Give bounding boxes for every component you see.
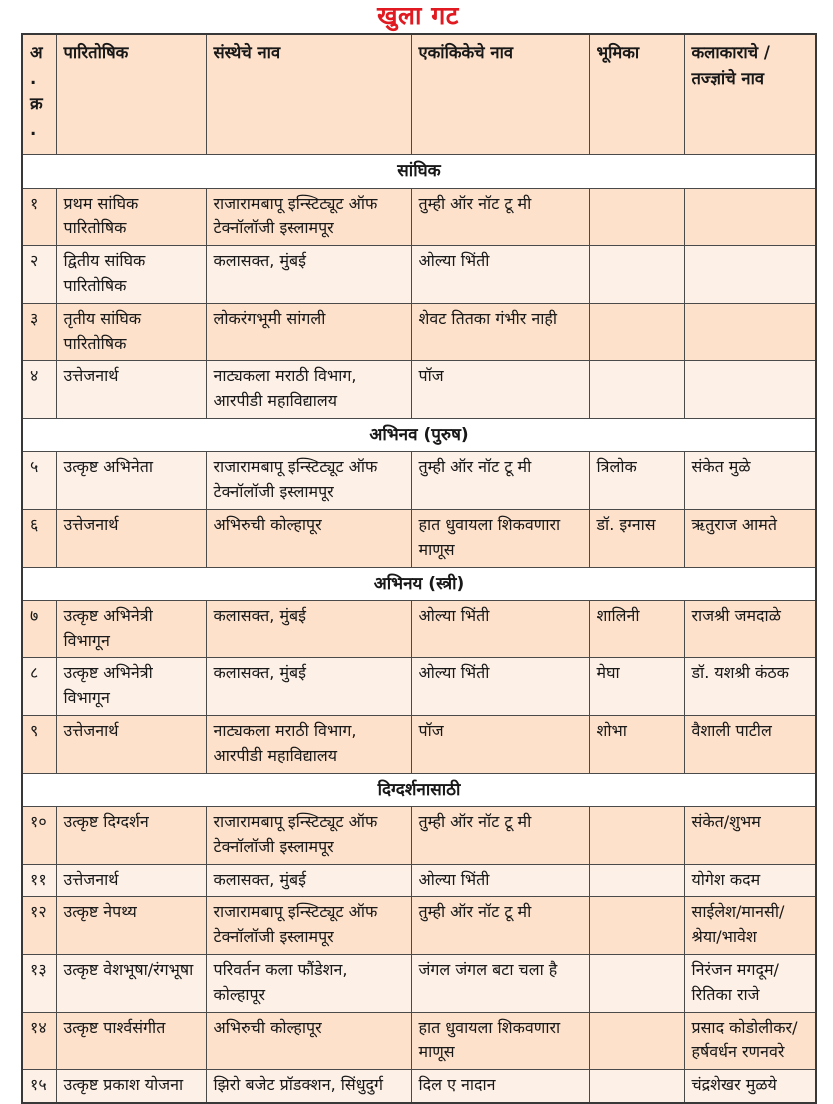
cell-play: तुम्ही ऑर नॉट टू मी bbox=[411, 188, 589, 246]
cell-serial: ४ bbox=[22, 361, 56, 419]
page-title: खुला गट bbox=[377, 1, 459, 30]
cell-role: डॉ. इग्नास bbox=[589, 509, 684, 567]
cell-serial: २ bbox=[22, 246, 56, 304]
cell-institution: कलासक्त, मुंबई bbox=[206, 864, 411, 897]
column-header-play: एकांकिकेचे नाव bbox=[411, 34, 589, 155]
cell-play: जंगल जंगल बटा चला है bbox=[411, 954, 589, 1012]
cell-serial: ७ bbox=[22, 600, 56, 658]
table-row bbox=[22, 716, 816, 774]
cell-artist bbox=[684, 188, 816, 246]
section-header bbox=[22, 155, 816, 188]
cell-prize: उत्कृष्ट वेशभूषा/रंगभूषा bbox=[56, 954, 206, 1012]
cell-play: तुम्ही ऑर नॉट टू मी bbox=[411, 897, 589, 955]
cell-role bbox=[589, 806, 684, 864]
cell-institution: नाट्यकला मराठी विभाग, आरपीडी महाविद्यालय bbox=[206, 361, 411, 419]
section-header-label: अभिनय (स्त्री) bbox=[22, 567, 816, 600]
cell-prize: उत्कृष्ट नेपथ्य bbox=[56, 897, 206, 955]
cell-artist: योगेश कदम bbox=[684, 864, 816, 897]
table-row bbox=[22, 954, 816, 1012]
cell-institution: कलासक्त, मुंबई bbox=[206, 246, 411, 304]
cell-artist: डॉ. यशश्री कंठक bbox=[684, 658, 816, 716]
cell-role bbox=[589, 246, 684, 304]
cell-serial: ९ bbox=[22, 716, 56, 774]
column-header-role: भूमिका bbox=[589, 34, 684, 155]
cell-institution: राजारामबापू इन्स्टिट्यूट ऑफ टेक्नॉलॉजी इस्लामपूर bbox=[206, 806, 411, 864]
cell-serial: १२ bbox=[22, 897, 56, 955]
cell-institution: कलासक्त, मुंबई bbox=[206, 600, 411, 658]
table-row bbox=[22, 509, 816, 567]
table-row bbox=[22, 600, 816, 658]
cell-prize: उत्तेजनार्थ bbox=[56, 361, 206, 419]
cell-artist bbox=[684, 246, 816, 304]
cell-prize: प्रथम सांघिक पारितोषिक bbox=[56, 188, 206, 246]
column-header-prize: पारितोषिक bbox=[56, 34, 206, 155]
cell-artist: वैशाली पाटील bbox=[684, 716, 816, 774]
cell-artist: राजश्री जमदाळे bbox=[684, 600, 816, 658]
cell-artist bbox=[684, 361, 816, 419]
cell-play: ओल्या भिंती bbox=[411, 658, 589, 716]
cell-serial: ८ bbox=[22, 658, 56, 716]
cell-institution: झिरो बजेट प्रॉडक्शन, सिंधुदुर्ग bbox=[206, 1070, 411, 1103]
cell-play: हात धुवायला शिकवणारा माणूस bbox=[411, 509, 589, 567]
cell-institution: राजारामबापू इन्स्टिट्यूट ऑफ टेक्नॉलॉजी इस्लामपूर bbox=[206, 188, 411, 246]
cell-role bbox=[589, 864, 684, 897]
cell-role bbox=[589, 954, 684, 1012]
cell-artist: संकेत/शुभम bbox=[684, 806, 816, 864]
cell-serial: ६ bbox=[22, 509, 56, 567]
table-row bbox=[22, 864, 816, 897]
cell-prize: तृतीय सांघिक पारितोषिक bbox=[56, 303, 206, 361]
cell-institution: अभिरुची कोल्हापूर bbox=[206, 509, 411, 567]
cell-institution: राजारामबापू इन्स्टिट्यूट ऑफ टेक्नॉलॉजी इस्लामपूर bbox=[206, 452, 411, 510]
cell-artist: प्रसाद कोडोलीकर/हर्षवर्धन रणनवरे bbox=[684, 1012, 816, 1070]
cell-play: दिल ए नादान bbox=[411, 1070, 589, 1103]
cell-role: शोभा bbox=[589, 716, 684, 774]
table-row bbox=[22, 246, 816, 304]
cell-play: शेवट तितका गंभीर नाही bbox=[411, 303, 589, 361]
cell-serial: ११ bbox=[22, 864, 56, 897]
table-row bbox=[22, 806, 816, 864]
table-row bbox=[22, 188, 816, 246]
section-header-label: सांघिक bbox=[22, 155, 816, 188]
cell-play: पॉज bbox=[411, 361, 589, 419]
cell-institution: कलासक्त, मुंबई bbox=[206, 658, 411, 716]
column-header-serial: अ. क्र. bbox=[22, 34, 56, 155]
cell-play: तुम्ही ऑर नॉट टू मी bbox=[411, 806, 589, 864]
cell-serial: १० bbox=[22, 806, 56, 864]
cell-prize: उत्तेजनार्थ bbox=[56, 864, 206, 897]
cell-role: शालिनी bbox=[589, 600, 684, 658]
table-row bbox=[22, 303, 816, 361]
cell-artist bbox=[684, 303, 816, 361]
cell-prize: उत्कृष्ट अभिनेता bbox=[56, 452, 206, 510]
cell-prize: उत्कृष्ट प्रकाश योजना bbox=[56, 1070, 206, 1103]
cell-play: ओल्या भिंती bbox=[411, 600, 589, 658]
section-header bbox=[22, 418, 816, 451]
cell-play: ओल्या भिंती bbox=[411, 864, 589, 897]
section-header-label: दिग्दर्शनासाठी bbox=[22, 773, 816, 806]
cell-artist: संकेत मुळे bbox=[684, 452, 816, 510]
cell-role: मेघा bbox=[589, 658, 684, 716]
cell-role bbox=[589, 303, 684, 361]
cell-prize: द्वितीय सांघिक पारितोषिक bbox=[56, 246, 206, 304]
cell-serial: १५ bbox=[22, 1070, 56, 1103]
table-row bbox=[22, 452, 816, 510]
table-row bbox=[22, 1070, 816, 1103]
cell-institution: राजारामबापू इन्स्टिट्यूट ऑफ टेक्नॉलॉजी इस्लामपूर bbox=[206, 897, 411, 955]
table-row bbox=[22, 658, 816, 716]
cell-artist: निरंजन मगदूम/रितिका राजे bbox=[684, 954, 816, 1012]
table-row bbox=[22, 897, 816, 955]
cell-institution: अभिरुची कोल्हापूर bbox=[206, 1012, 411, 1070]
section-header-label: अभिनव (पुरुष) bbox=[22, 418, 816, 451]
cell-institution: लोकरंगभूमी सांगली bbox=[206, 303, 411, 361]
section-header bbox=[22, 567, 816, 600]
cell-role: त्रिलोक bbox=[589, 452, 684, 510]
cell-institution: नाट्यकला मराठी विभाग, आरपीडी महाविद्यालय bbox=[206, 716, 411, 774]
cell-prize: उत्कृष्ट दिग्दर्शन bbox=[56, 806, 206, 864]
cell-serial: ५ bbox=[22, 452, 56, 510]
cell-serial: १३ bbox=[22, 954, 56, 1012]
cell-play: हात धुवायला शिकवणारा माणूस bbox=[411, 1012, 589, 1070]
awards-table bbox=[21, 33, 817, 1104]
cell-serial: १ bbox=[22, 188, 56, 246]
column-header-institution: संस्थेचे नाव bbox=[206, 34, 411, 155]
cell-play: ओल्या भिंती bbox=[411, 246, 589, 304]
header-row bbox=[22, 34, 816, 155]
cell-serial: ३ bbox=[22, 303, 56, 361]
table-row bbox=[22, 361, 816, 419]
cell-prize: उत्कृष्ट अभिनेत्री विभागून bbox=[56, 658, 206, 716]
cell-prize: उत्तेजनार्थ bbox=[56, 716, 206, 774]
cell-role bbox=[589, 1012, 684, 1070]
cell-serial: १४ bbox=[22, 1012, 56, 1070]
cell-role bbox=[589, 897, 684, 955]
cell-play: पॉज bbox=[411, 716, 589, 774]
cell-role bbox=[589, 188, 684, 246]
section-header bbox=[22, 773, 816, 806]
cell-artist: चंद्रशेखर मुळये bbox=[684, 1070, 816, 1103]
cell-prize: उत्कृष्ट अभिनेत्री विभागून bbox=[56, 600, 206, 658]
cell-play: तुम्ही ऑर नॉट टू मी bbox=[411, 452, 589, 510]
cell-institution: परिवर्तन कला फौंडेशन, कोल्हापूर bbox=[206, 954, 411, 1012]
cell-prize: उत्तेजनार्थ bbox=[56, 509, 206, 567]
cell-prize: उत्कृष्ट पार्श्वसंगीत bbox=[56, 1012, 206, 1070]
column-header-artist: कलाकाराचे / तज्ज्ञांचे नाव bbox=[684, 34, 816, 155]
table-row bbox=[22, 1012, 816, 1070]
cell-role bbox=[589, 1070, 684, 1103]
cell-artist: साईलेश/मानसी/श्रेया/भावेश bbox=[684, 897, 816, 955]
cell-role bbox=[589, 361, 684, 419]
cell-artist: ऋतुराज आमते bbox=[684, 509, 816, 567]
